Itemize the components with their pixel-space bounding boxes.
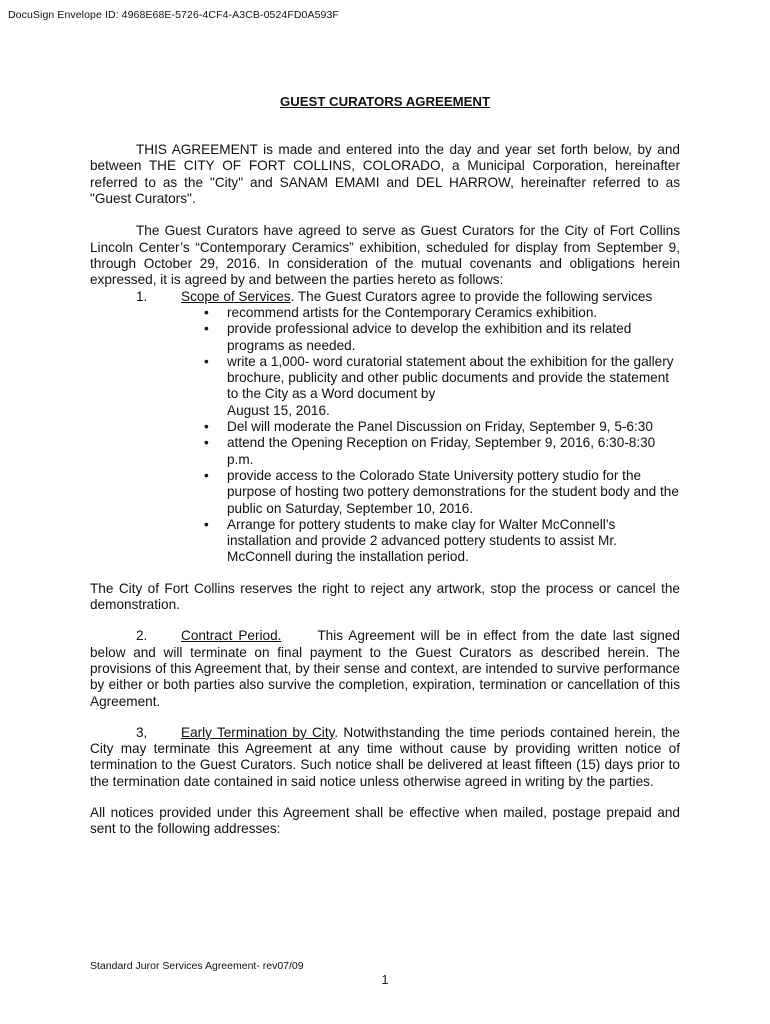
- section-1-number: 1.: [136, 288, 148, 304]
- section-3-paragraph: [90, 725, 680, 790]
- section-3-number: 3,: [136, 724, 148, 740]
- list-item: • attend the Opening Reception on Friday, September 9, 2016, 6:30-8:30 p.m.: [227, 435, 680, 468]
- section-3-text: . Notwithstanding the time periods contained herein, the City may terminate this Agreement at any time without cause by providing written notice of termination to the Guest Curators. Such notice shall be delivered at least fifteen (15) days prior to the termination date contained in said notice unless otherwise agreed in writing by the parties.: [90, 724, 680, 789]
- intro-paragraph: THIS AGREEMENT is made and entered into the day and year set forth below, by and between THE CITY OF FORT COLLINS, COLORADO, a Municipal Corporation, hereinafter referred to as the "City" and SANAM EMAMI and DEL HARROW, hereinafter referred to as "Guest Curators".: [90, 142, 680, 206]
- list-item: • provide access to the Colorado State University pottery studio for the purpose of hosting two pottery demonstrations for the student body and the public on Saturday, September 10, 2016.: [227, 468, 680, 517]
- section-3-title: Early Termination by City: [181, 724, 335, 740]
- section-1-lead: . The Guest Curators agree to provide the following services: [290, 288, 653, 304]
- notices-paragraph: All notices provided under this Agreement shall be effective when mailed, postage prepaid and sent to the following addresses:: [90, 804, 680, 837]
- section-1-title: Scope of Services: [181, 288, 291, 304]
- list-item: • Arrange for pottery students to make clay for Walter McConnell’s installation and provide 2 advanced pottery students to assist Mr. McConnell during the installation period.: [227, 517, 680, 566]
- footer-form-id: Standard Juror Services Agreement- rev07/09: [90, 960, 304, 972]
- list-item: • provide professional advice to develop the exhibition and its related programs as needed.: [227, 321, 680, 354]
- section-1-heading: [90, 289, 680, 305]
- list-item: • Del will moderate the Panel Discussion on Friday, September 9, 5-6:30: [227, 419, 680, 435]
- docusign-envelope-id: DocuSign Envelope ID: 4968E68E-5726-4CF4-A3CB-0524FD0A593F: [8, 9, 339, 21]
- list-item-text: write a 1,000- word curatorial statement about the exhibition for the gallery brochure, publicity and other public documents and provide the statement to the City as a Word document by: [227, 353, 674, 402]
- recital-paragraph: The Guest Curators have agreed to serve as Guest Curators for the City of Fort Collins Lincoln Center’s “Contemporary Ceramics” exhibition, scheduled for display from September 9, through October 29, 2016. In consideration of the mutual covenants and obligations herein expressed, it is agreed by and between the parties hereto as follows:: [90, 223, 680, 288]
- document-title: GUEST CURATORS AGREEMENT: [279, 94, 491, 109]
- section-2-number: 2.: [136, 628, 148, 644]
- page-number: 1: [381, 973, 389, 987]
- list-item: • recommend artists for the Contemporary Ceramics exhibition.: [227, 305, 680, 321]
- section-2-paragraph: [90, 628, 680, 709]
- section-2-title: Contract Period.: [181, 628, 282, 644]
- list-item: [227, 354, 680, 419]
- section-2-text: This Agreement will be in effect from the date last signed below and will terminate on final payment to the Guest Curators as described herein. The provisions of this Agreement that, by their sense and context, are intended to survive performance by either or both parties also survive the completion, expiration, termination or cancellation of this Agreement.: [90, 628, 680, 709]
- reservation-paragraph: The City of Fort Collins reserves the right to reject any artwork, stop the process or cancel the demonstration.: [90, 580, 680, 613]
- statement-due-date: August 15, 2016.: [227, 402, 330, 418]
- services-list: [90, 305, 680, 566]
- document-body: [90, 142, 680, 838]
